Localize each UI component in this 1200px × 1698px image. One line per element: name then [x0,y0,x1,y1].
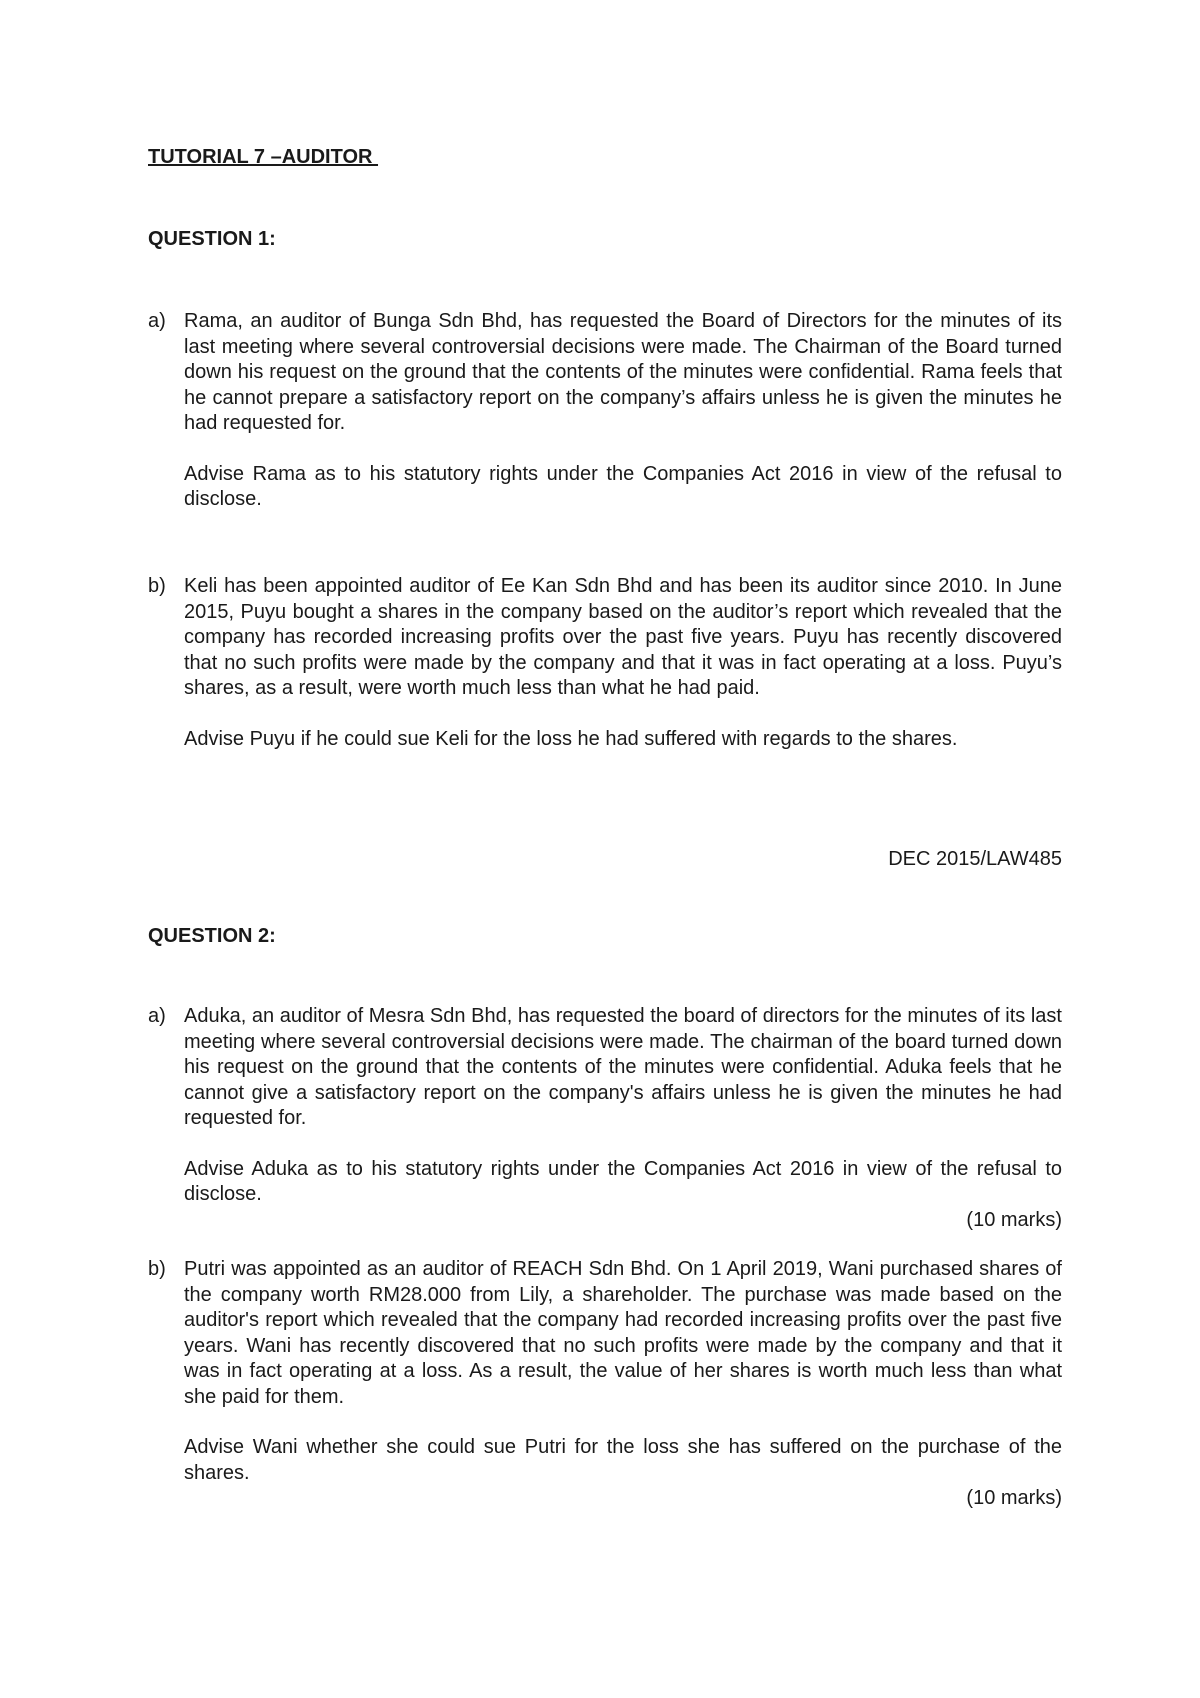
question-1b [148,574,1062,752]
question-2b-scenario: Putri was appointed as an auditor of REACH Sdn Bhd. On 1 April 2019, Wani purchased shares of the company worth RM28.000 from Lily, a shareholder. The purchase was made based on the auditor's report which revealed that the company had recorded increasing profits over the past five years. Wani has recently discovered that no such profits were made by the company and that it was in fact operating at a loss. As a result, the value of her shares is worth much less than what she paid for them. [184,1258,1062,1408]
question-2a-scenario: Aduka, an auditor of Mesra Sdn Bhd, has requested the board of directors for the minutes of its last meeting where several controversial decisions were made. The chairman of the board turned down his request on the ground that the contents of the minutes were confidential. Aduka feels that he cannot give a satisfactory report on the company's affairs unless he is given the minutes he had requested for. [184,1005,1062,1129]
page-title: TUTORIAL 7 –AUDITOR [148,146,379,168]
question-1b-task: Advise Puyu if he could sue Keli for the loss he had suffered with regards to the shares. [184,727,958,750]
source-reference: DEC 2015/LAW485 [888,848,1062,870]
question-1b-scenario: Keli has been appointed auditor of Ee Kan Sdn Bhd and has been its auditor since 2010. In June 2015, Puyu bought a shares in the company based on the auditor’s report which revealed that the company has recorded increasing profits over the past five years. Puyu has recently discovered that no such profits were made by the company and that it was in fact operating at a loss. Puyu’s shares, as a result, were worth much less than what he had paid. [184,575,1062,699]
item-marker: a) [148,1005,166,1027]
question-1-heading: QUESTION 1: [148,228,276,250]
question-1a-task: Advise Rama as to his statutory rights under the Companies Act 2016 in view of the refusal to disclose. [184,462,1062,510]
item-marker: b) [148,575,166,597]
question-2a-marks: (10 marks) [966,1208,1062,1231]
item-marker: a) [148,310,166,332]
question-2-heading: QUESTION 2: [148,925,276,947]
question-2b-task: Advise Wani whether she could sue Putri for the loss she has suffered on the purchase of the shares. [184,1436,1062,1484]
question-2a [148,1004,1062,1233]
question-2b [148,1257,1062,1512]
question-1a [148,309,1062,513]
item-marker: b) [148,1258,166,1280]
question-1a-scenario: Rama, an auditor of Bunga Sdn Bhd, has requested the Board of Directors for the minutes of its last meeting where several controversial decisions were made. The Chairman of the Board turned down his request on the ground that the contents of the minutes were confidential. Rama feels that he cannot prepare a satisfactory report on the company’s affairs unless he is given the minutes he had requested for. [184,310,1062,434]
question-2a-task: Advise Aduka as to his statutory rights under the Companies Act 2016 in view of the refusal to disclose. [184,1157,1062,1205]
question-2b-marks: (10 marks) [966,1487,1062,1509]
